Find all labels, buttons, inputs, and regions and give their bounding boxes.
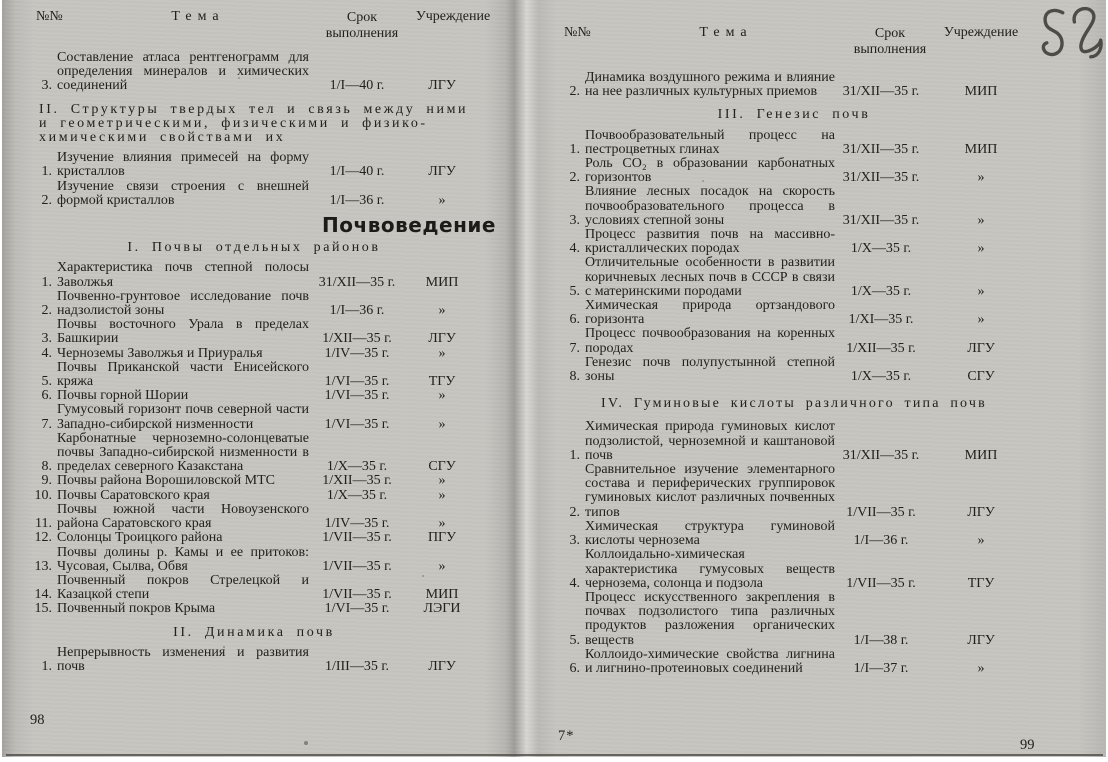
paper-background — [2, 0, 1106, 757]
row-institution: » — [438, 192, 446, 208]
row-number: 1. — [41, 164, 52, 180]
table-row — [554, 420, 1034, 463]
table-row — [554, 256, 1034, 299]
row-topic: Почвы Саратовского края — [57, 487, 210, 503]
row-topic: Почвы восточного Урала в пределах Башкирии — [57, 317, 309, 347]
row-topic: Почвы горной Шории — [57, 388, 189, 404]
table-body-carryover — [554, 71, 1034, 99]
row-deadline: 1/XII—35 г. — [322, 473, 392, 489]
row-number: 5. — [569, 632, 580, 648]
row-deadline: 31/XII—35 г. — [842, 212, 920, 228]
row-number: 9. — [41, 473, 52, 489]
row-topic: Почвенный покров Стрелецкой и Казацкой степи — [57, 572, 309, 603]
row-number: 2. — [41, 303, 52, 319]
column-header-topic: Тема — [171, 9, 225, 24]
row-number: 7. — [41, 416, 52, 432]
row-topic: Гумусовый горизонт почв северной части Западно-сибирской низменности — [57, 402, 309, 432]
table-row — [554, 129, 1034, 157]
row-topic: Характеристика почв степной полосы Заволжья — [57, 260, 309, 290]
table-row — [554, 327, 1034, 355]
table-row — [26, 51, 482, 94]
row-number: 6. — [569, 312, 580, 328]
row-deadline: 1/I—36 г. — [853, 533, 909, 549]
row-deadline: 1/VII—35 г. — [322, 587, 392, 603]
row-institution: » — [438, 303, 446, 319]
row-institution: » — [977, 212, 985, 228]
section-heading-soil-dynamics: II. Динамика почв — [173, 624, 335, 640]
row-topic: Почвообразовательный процесс на пестроцветных глинах — [585, 127, 835, 157]
row-topic: Динамика воздушного режима и влияние на нее различных культурных приемов — [585, 70, 835, 100]
row-number: 3. — [41, 331, 52, 347]
row-deadline: 1/I—40 г. — [329, 164, 385, 180]
row-deadline: 1/I—38 г. — [853, 632, 909, 648]
row-deadline: 1/VII—35 г. — [846, 575, 916, 591]
row-number: 8. — [41, 459, 52, 475]
column-header-deadline: Срок выполнения — [325, 10, 399, 41]
row-topic: Почвы района Ворошиловской МТС — [57, 473, 275, 489]
row-institution: ЛГУ — [967, 340, 995, 356]
row-deadline: 1/VI—35 г. — [324, 374, 390, 390]
row-number: 1. — [569, 447, 580, 463]
table-row — [554, 157, 1034, 185]
row-institution: МИП — [425, 274, 459, 290]
row-topic: Процесс искусственного закрепления в почвах подзолистого типа различных продуктов разложения органических веществ — [585, 589, 835, 648]
page-left — [26, 9, 496, 674]
row-deadline: 31/XII—35 г. — [318, 274, 396, 290]
row-topic: Химическая структура гуминовой кислоты чернозема — [585, 518, 835, 549]
row-institution: ЛГУ — [428, 658, 456, 674]
row-topic: Солонцы Троицкого района — [57, 530, 223, 546]
row-topic: Коллоидо-химические свойства лигнина и лигнино-протеиновых соединений — [585, 646, 835, 676]
table-row — [554, 520, 1034, 548]
table-row — [554, 591, 1034, 648]
row-institution: МИП — [964, 141, 998, 157]
row-deadline: 1/IV—35 г. — [324, 516, 390, 532]
page-number-right: 99 — [1020, 737, 1035, 753]
row-institution: » — [438, 473, 446, 489]
row-deadline: 1/IV—35 г. — [324, 345, 390, 361]
table-row — [26, 432, 482, 475]
table-row — [554, 356, 1034, 384]
row-institution: » — [977, 170, 985, 186]
row-topic: Непрерывность изменения и развития почв — [57, 644, 309, 674]
row-institution: МИП — [964, 84, 998, 100]
row-number: 7. — [569, 340, 580, 356]
table-row — [26, 403, 482, 431]
row-institution: » — [977, 241, 985, 257]
row-topic: Химическая природа ортзандового горизонта — [585, 298, 835, 328]
row-topic: Почвы долины р. Камы и ее притоков: Чусовая, Сылва, Обвя — [57, 544, 309, 574]
row-topic: Процесс развития почв на массивно-кристаллических породах — [585, 227, 835, 257]
row-number: 6. — [569, 660, 580, 676]
row-number: 1. — [41, 658, 52, 674]
row-deadline: 31/XII—35 г. — [842, 170, 920, 186]
row-deadline: 31/XII—35 г. — [842, 447, 920, 463]
row-deadline: 1/X—35 г. — [326, 487, 388, 503]
table-row — [26, 531, 482, 545]
table-row — [26, 489, 482, 503]
row-topic: Коллоидально-химическая характеристика гумусовых веществ чернозема, солонца и подзола — [585, 547, 835, 591]
row-deadline: 1/X—35 г. — [850, 283, 912, 299]
table-row — [26, 261, 482, 289]
page-number-left: 98 — [30, 712, 45, 728]
row-institution: ПГУ — [427, 530, 457, 546]
row-institution: » — [977, 660, 985, 676]
table-row — [554, 463, 1034, 520]
row-number: 1. — [41, 274, 52, 290]
row-topic: Почвы южной части Новоузенского района Саратовского края — [57, 501, 309, 532]
row-deadline: 31/XII—35 г. — [842, 141, 920, 157]
table-row — [26, 646, 482, 674]
row-number: 10. — [34, 487, 52, 503]
row-topic: Почвы Приканской части Енисейского кряжа — [57, 359, 309, 390]
table-row — [26, 361, 482, 389]
table-row — [554, 71, 1034, 99]
column-header-deadline: Срок выполнения — [853, 26, 927, 57]
table-body-carryover — [26, 51, 482, 94]
table-row — [26, 546, 482, 574]
column-header-num: №№ — [36, 9, 63, 24]
column-header-topic: Тема — [699, 25, 753, 40]
row-deadline: 1/VI—35 г. — [324, 416, 390, 432]
row-number: 8. — [569, 369, 580, 385]
table-row — [26, 503, 482, 531]
section-heading-genesis: III. Генезис почв — [717, 107, 871, 123]
row-number: 4. — [41, 345, 52, 361]
section-heading-structures: II. Структуры твердых тел и связь между ними и геометрическими, физическими и физико-химическими свойствами их — [39, 101, 469, 146]
row-institution: ЛГУ — [967, 632, 995, 648]
row-number: 14. — [34, 587, 52, 603]
row-topic: Изучение связи строения с внешней формой кристаллов — [57, 178, 309, 208]
table-row — [554, 548, 1034, 591]
row-deadline: 1/I—40 г. — [329, 78, 385, 94]
column-header-institution: Учреждение — [415, 9, 491, 24]
row-number: 2. — [569, 170, 580, 186]
row-deadline: 1/VI—35 г. — [324, 601, 390, 617]
row-topic: Сравнительное изучение элементарного состава и периферических группировок гуминовых кислот различных почвенных типов — [585, 462, 835, 520]
table-body-dynamics — [26, 646, 482, 674]
row-number: 2. — [569, 504, 580, 520]
row-institution: ЛГУ — [428, 164, 456, 180]
row-institution: » — [977, 533, 985, 549]
row-institution: ЛЭГИ — [423, 601, 461, 617]
row-number: 5. — [569, 283, 580, 299]
row-topic: Почвенный покров Крыма — [57, 601, 216, 617]
row-topic: Роль CO₂ в образовании карбонатных горизонтов — [585, 156, 835, 186]
row-number: 13. — [34, 558, 52, 574]
row-topic: Процесс почвообразования на коренных породах — [585, 326, 835, 356]
table-row — [26, 180, 482, 208]
row-institution: » — [438, 345, 446, 361]
row-institution: » — [438, 487, 446, 503]
row-institution: СГУ — [428, 459, 456, 475]
row-deadline: 1/I—36 г. — [329, 192, 385, 208]
table-row — [26, 347, 482, 361]
row-topic: Отличительные особенности в развитии коричневых лесных почв в СССР в связи с материнскими породами — [585, 255, 835, 299]
row-topic: Влияние лесных посадок на скорость почвообразовательного процесса в условиях степной зоны — [585, 184, 835, 228]
table-body-soils — [26, 261, 482, 616]
row-deadline: 1/III—35 г. — [324, 658, 390, 674]
row-institution: МИП — [964, 447, 998, 463]
row-number: 6. — [41, 388, 52, 404]
row-deadline: 1/X—35 г. — [850, 241, 912, 257]
table-row — [554, 185, 1034, 228]
row-institution: ЛГУ — [428, 331, 456, 347]
row-number: 5. — [41, 374, 52, 390]
row-institution: » — [438, 516, 446, 532]
table-body-structures — [26, 151, 482, 208]
row-institution: » — [977, 283, 985, 299]
row-deadline: 1/VI—35 г. — [324, 388, 390, 404]
table-header — [554, 26, 1034, 57]
row-deadline: 1/X—35 г. — [326, 459, 388, 475]
row-number: 11. — [35, 516, 52, 532]
row-deadline: 1/XI—35 г. — [848, 312, 914, 328]
row-topic: Изучение влияния примесей на форму кристаллов — [57, 150, 309, 180]
row-institution: » — [438, 388, 446, 404]
row-institution: » — [438, 558, 446, 574]
row-deadline: 1/VII—35 г. — [846, 504, 916, 520]
handwritten-number-icon — [1035, 0, 1108, 90]
row-topic: Химическая природа гуминовых кислот подзолистой, черноземной и каштановой почв — [585, 419, 835, 463]
section-heading-soils-of-regions: I. Почвы отдельных районов — [127, 240, 381, 256]
row-number: 4. — [569, 575, 580, 591]
row-deadline: 31/XII—35 г. — [842, 84, 920, 100]
signature-mark: 7* — [558, 728, 575, 744]
row-deadline: 1/I—36 г. — [329, 303, 385, 319]
row-topic: Почвенно-грунтовое исследование почв надзолистой зоны — [57, 288, 309, 319]
table-body-genesis — [554, 129, 1034, 385]
row-number: 12. — [34, 530, 52, 546]
row-deadline: 1/I—37 г. — [853, 660, 909, 676]
row-institution: ТГУ — [428, 374, 456, 390]
row-number: 3. — [569, 212, 580, 228]
row-institution: ЛГУ — [967, 504, 995, 520]
table-row — [26, 574, 482, 602]
page-right — [554, 26, 1034, 676]
table-row — [26, 151, 482, 179]
row-number: 3. — [41, 78, 52, 94]
row-number: 2. — [41, 192, 52, 208]
row-institution: » — [438, 416, 446, 432]
row-institution: СГУ — [967, 369, 995, 385]
section-heading-humic-acids: IV. Гуминовые кислоты различного типа почв — [601, 396, 987, 412]
table-row — [26, 318, 482, 346]
row-deadline: 1/VII—35 г. — [322, 530, 392, 546]
scan-bottom-edge — [6, 754, 1103, 756]
column-header-num: №№ — [564, 25, 591, 40]
row-number: 2. — [569, 84, 580, 100]
row-institution: МИП — [425, 587, 459, 603]
row-deadline: 1/XII—35 г. — [846, 340, 916, 356]
row-topic: Генезис почв полупустынной степной зоны — [585, 354, 835, 385]
row-topic: Черноземы Заволжья и Приуралья — [57, 345, 263, 361]
row-institution: ТГУ — [967, 575, 995, 591]
column-header-institution: Учреждение — [943, 25, 1019, 40]
row-topic: Составление атласа рентгенограмм для определения минералов и химических соединений — [57, 50, 309, 94]
row-deadline: 1/VII—35 г. — [322, 558, 392, 574]
chapter-heading-soil-science: Почвоведение — [322, 213, 496, 238]
table-row — [554, 648, 1034, 676]
row-number: 3. — [569, 533, 580, 549]
row-number: 1. — [569, 141, 580, 157]
row-deadline: 1/XII—35 г. — [322, 331, 392, 347]
table-row — [26, 474, 482, 488]
row-institution: ЛГУ — [428, 78, 456, 94]
table-row — [26, 602, 482, 616]
table-row — [26, 389, 482, 403]
row-topic: Карбонатные черноземно-солонцеватые почвы Западно-сибирской низменности в пределах северного Казакстана — [57, 430, 309, 475]
table-body-humic — [554, 420, 1034, 676]
table-header — [26, 9, 491, 41]
table-row — [26, 290, 482, 318]
row-deadline: 1/X—35 г. — [850, 369, 912, 385]
table-row — [554, 299, 1034, 327]
row-number: 15. — [34, 601, 52, 617]
row-institution: » — [977, 312, 985, 328]
paper-specks — [2, 0, 4, 2]
row-number: 4. — [569, 241, 580, 257]
table-row — [554, 228, 1034, 256]
